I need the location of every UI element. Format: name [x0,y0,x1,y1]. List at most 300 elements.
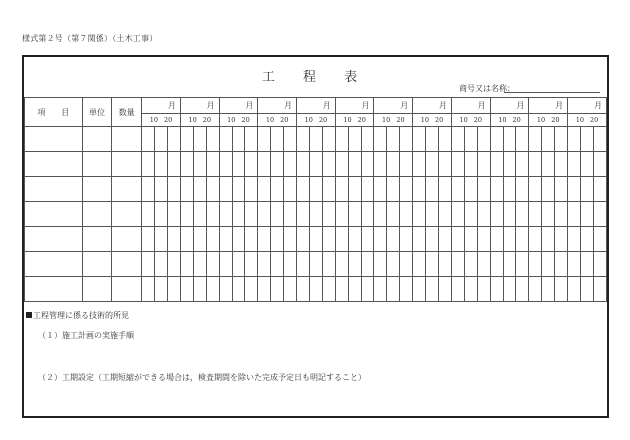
cell-item[interactable] [25,277,83,302]
cell-schedule[interactable] [232,227,245,252]
cell-schedule[interactable] [413,202,426,227]
cell-schedule[interactable] [516,227,529,252]
cell-schedule[interactable] [309,252,322,277]
cell-schedule[interactable] [451,277,464,302]
cell-schedule[interactable] [142,277,155,302]
cell-unit[interactable] [82,202,112,227]
cell-schedule[interactable] [555,252,568,277]
cell-schedule[interactable] [529,227,542,252]
cell-schedule[interactable] [451,202,464,227]
cell-schedule[interactable] [361,277,374,302]
cell-schedule[interactable] [322,177,335,202]
cell-schedule[interactable] [361,202,374,227]
cell-schedule[interactable] [155,202,168,227]
cell-schedule[interactable] [593,227,606,252]
cell-schedule[interactable] [142,152,155,177]
cell-schedule[interactable] [477,127,490,152]
cell-schedule[interactable] [374,127,387,152]
cell-schedule[interactable] [245,177,258,202]
cell-schedule[interactable] [193,277,206,302]
cell-schedule[interactable] [439,177,452,202]
cell-schedule[interactable] [426,202,439,227]
cell-schedule[interactable] [258,177,271,202]
cell-unit[interactable] [82,252,112,277]
cell-schedule[interactable] [180,152,193,177]
cell-unit[interactable] [82,152,112,177]
header-month: 月 [413,98,452,114]
cell-schedule[interactable] [245,252,258,277]
cell-schedule[interactable] [322,277,335,302]
cell-schedule[interactable] [477,177,490,202]
cell-schedule[interactable] [464,252,477,277]
cell-schedule[interactable] [580,152,593,177]
cell-schedule[interactable] [271,127,284,152]
cell-schedule[interactable] [335,177,348,202]
cell-schedule[interactable] [322,152,335,177]
cell-schedule[interactable] [464,177,477,202]
cell-schedule[interactable] [439,277,452,302]
cell-schedule[interactable] [271,177,284,202]
cell-schedule[interactable] [568,277,581,302]
cell-schedule[interactable] [206,127,219,152]
cell-schedule[interactable] [180,127,193,152]
day-10-label: 10 [149,116,159,124]
cell-schedule[interactable] [426,227,439,252]
cell-schedule[interactable] [477,202,490,227]
cell-schedule[interactable] [555,177,568,202]
cell-schedule[interactable] [426,177,439,202]
cell-schedule[interactable] [309,227,322,252]
cell-schedule[interactable] [322,227,335,252]
cell-schedule[interactable] [245,127,258,152]
cell-schedule[interactable] [167,177,180,202]
header-item: 項 目 [25,98,83,127]
cell-item[interactable] [25,177,83,202]
cell-schedule[interactable] [439,127,452,152]
cell-schedule[interactable] [167,152,180,177]
cell-schedule[interactable] [206,152,219,177]
cell-schedule[interactable] [180,252,193,277]
cell-schedule[interactable] [297,202,310,227]
cell-schedule[interactable] [451,127,464,152]
cell-schedule[interactable] [258,127,271,152]
cell-item[interactable] [25,202,83,227]
cell-schedule[interactable] [348,202,361,227]
cell-schedule[interactable] [426,252,439,277]
cell-schedule[interactable] [155,277,168,302]
cell-schedule[interactable] [361,177,374,202]
cell-schedule[interactable] [193,252,206,277]
cell-schedule[interactable] [167,277,180,302]
cell-schedule[interactable] [206,177,219,202]
cell-schedule[interactable] [219,177,232,202]
cell-schedule[interactable] [490,177,503,202]
cell-schedule[interactable] [348,277,361,302]
cell-schedule[interactable] [400,177,413,202]
cell-schedule[interactable] [284,277,297,302]
cell-schedule[interactable] [155,152,168,177]
cell-schedule[interactable] [142,177,155,202]
cell-schedule[interactable] [555,152,568,177]
cell-schedule[interactable] [219,277,232,302]
cell-schedule[interactable] [271,277,284,302]
cell-schedule[interactable] [529,152,542,177]
cell-quantity[interactable] [112,177,142,202]
cell-schedule[interactable] [348,152,361,177]
cell-schedule[interactable] [568,152,581,177]
cell-schedule[interactable] [542,277,555,302]
cell-schedule[interactable] [503,127,516,152]
cell-schedule[interactable] [232,277,245,302]
cell-item[interactable] [25,227,83,252]
cell-schedule[interactable] [219,152,232,177]
cell-schedule[interactable] [258,227,271,252]
cell-schedule[interactable] [335,252,348,277]
cell-schedule[interactable] [167,227,180,252]
cell-schedule[interactable] [206,202,219,227]
cell-schedule[interactable] [593,152,606,177]
cell-schedule[interactable] [542,152,555,177]
cell-schedule[interactable] [542,227,555,252]
cell-quantity[interactable] [112,252,142,277]
cell-schedule[interactable] [490,227,503,252]
cell-schedule[interactable] [529,202,542,227]
cell-schedule[interactable] [219,252,232,277]
cell-schedule[interactable] [309,277,322,302]
cell-schedule[interactable] [555,277,568,302]
cell-schedule[interactable] [155,127,168,152]
cell-schedule[interactable] [555,127,568,152]
cell-schedule[interactable] [142,127,155,152]
cell-schedule[interactable] [413,127,426,152]
cell-schedule[interactable] [155,252,168,277]
cell-schedule[interactable] [348,227,361,252]
cell-schedule[interactable] [542,127,555,152]
cell-schedule[interactable] [335,202,348,227]
cell-schedule[interactable] [529,252,542,277]
day-20-label: 20 [202,116,212,124]
cell-schedule[interactable] [284,227,297,252]
cell-schedule[interactable] [335,152,348,177]
cell-schedule[interactable] [206,252,219,277]
cell-schedule[interactable] [309,177,322,202]
cell-schedule[interactable] [555,227,568,252]
cell-schedule[interactable] [348,177,361,202]
cell-schedule[interactable] [529,177,542,202]
cell-schedule[interactable] [580,277,593,302]
cell-schedule[interactable] [503,277,516,302]
cell-schedule[interactable] [219,227,232,252]
cell-schedule[interactable] [451,227,464,252]
cell-schedule[interactable] [477,252,490,277]
cell-schedule[interactable] [193,152,206,177]
form-identifier: 様式第２号（第７関係）（土木工事） [22,34,158,43]
page-title: 工 程 表 [261,70,370,85]
cell-schedule[interactable] [335,127,348,152]
schedule-table [24,97,607,302]
cell-schedule[interactable] [219,202,232,227]
cell-schedule[interactable] [284,252,297,277]
cell-schedule[interactable] [271,202,284,227]
cell-schedule[interactable] [400,252,413,277]
cell-schedule[interactable] [193,177,206,202]
cell-schedule[interactable] [232,202,245,227]
cell-schedule[interactable] [297,127,310,152]
cell-schedule[interactable] [426,277,439,302]
cell-schedule[interactable] [400,227,413,252]
cell-schedule[interactable] [516,202,529,227]
cell-unit[interactable] [82,177,112,202]
cell-schedule[interactable] [503,202,516,227]
cell-schedule[interactable] [464,227,477,252]
cell-quantity[interactable] [112,227,142,252]
header-month: 月 [451,98,490,114]
cell-unit[interactable] [82,277,112,302]
cell-schedule[interactable] [155,227,168,252]
cell-schedule[interactable] [503,177,516,202]
cell-schedule[interactable] [516,177,529,202]
cell-schedule[interactable] [413,277,426,302]
day-20-label: 20 [551,116,560,124]
cell-schedule[interactable] [413,177,426,202]
cell-schedule[interactable] [464,277,477,302]
cell-schedule[interactable] [439,152,452,177]
cell-unit[interactable] [82,127,112,152]
cell-schedule[interactable] [516,152,529,177]
cell-schedule[interactable] [568,202,581,227]
cell-schedule[interactable] [271,252,284,277]
cell-schedule[interactable] [142,252,155,277]
cell-schedule[interactable] [400,152,413,177]
cell-schedule[interactable] [258,277,271,302]
cell-schedule[interactable] [258,252,271,277]
cell-schedule[interactable] [568,127,581,152]
cell-schedule[interactable] [477,277,490,302]
day-10-label: 10 [382,116,391,124]
cell-schedule[interactable] [297,252,310,277]
cell-schedule[interactable] [529,277,542,302]
cell-schedule[interactable] [335,227,348,252]
header-month: 月 [258,98,297,114]
cell-schedule[interactable] [387,177,400,202]
cell-schedule[interactable] [439,252,452,277]
cell-schedule[interactable] [490,127,503,152]
cell-schedule[interactable] [193,202,206,227]
cell-schedule[interactable] [245,277,258,302]
cell-schedule[interactable] [580,127,593,152]
cell-schedule[interactable] [490,202,503,227]
cell-schedule[interactable] [400,277,413,302]
cell-schedule[interactable] [439,202,452,227]
cell-schedule[interactable] [387,202,400,227]
cell-schedule[interactable] [477,227,490,252]
cell-schedule[interactable] [258,202,271,227]
cell-schedule[interactable] [193,127,206,152]
cell-schedule[interactable] [297,152,310,177]
cell-schedule[interactable] [580,202,593,227]
cell-schedule[interactable] [245,202,258,227]
header-days [180,114,219,127]
cell-schedule[interactable] [167,127,180,152]
cell-schedule[interactable] [374,252,387,277]
cell-schedule[interactable] [180,177,193,202]
cell-schedule[interactable] [593,177,606,202]
cell-schedule[interactable] [348,252,361,277]
cell-schedule[interactable] [426,152,439,177]
cell-schedule[interactable] [284,202,297,227]
cell-schedule[interactable] [142,227,155,252]
cell-schedule[interactable] [387,152,400,177]
cell-schedule[interactable] [322,127,335,152]
cell-schedule[interactable] [593,127,606,152]
cell-schedule[interactable] [593,202,606,227]
cell-schedule[interactable] [413,152,426,177]
cell-schedule[interactable] [232,152,245,177]
cell-schedule[interactable] [503,252,516,277]
company-name-field[interactable] [504,92,600,93]
header-month: 月 [529,98,568,114]
cell-schedule[interactable] [348,127,361,152]
cell-schedule[interactable] [593,252,606,277]
cell-schedule[interactable] [593,277,606,302]
cell-schedule[interactable] [374,152,387,177]
cell-schedule[interactable] [477,152,490,177]
cell-schedule[interactable] [568,227,581,252]
header-days [490,114,529,127]
cell-schedule[interactable] [580,177,593,202]
cell-schedule[interactable] [322,252,335,277]
company-name-label: 商号又は名称： [459,84,515,93]
cell-schedule[interactable] [451,177,464,202]
cell-quantity[interactable] [112,202,142,227]
header-month: 月 [297,98,336,114]
cell-schedule[interactable] [193,227,206,252]
cell-schedule[interactable] [361,127,374,152]
day-20-label: 20 [396,116,405,124]
cell-schedule[interactable] [180,202,193,227]
cell-item[interactable] [25,252,83,277]
cell-schedule[interactable] [297,177,310,202]
cell-schedule[interactable] [142,202,155,227]
header-month: 月 [490,98,529,114]
cell-schedule[interactable] [387,127,400,152]
cell-schedule[interactable] [503,227,516,252]
header-days [568,114,607,127]
cell-schedule[interactable] [297,277,310,302]
cell-schedule[interactable] [271,152,284,177]
cell-quantity[interactable] [112,152,142,177]
cell-schedule[interactable] [580,227,593,252]
cell-schedule[interactable] [284,177,297,202]
cell-schedule[interactable] [490,252,503,277]
cell-schedule[interactable] [309,127,322,152]
cell-schedule[interactable] [490,152,503,177]
cell-schedule[interactable] [271,227,284,252]
cell-schedule[interactable] [426,127,439,152]
cell-schedule[interactable] [245,152,258,177]
cell-schedule[interactable] [503,152,516,177]
cell-schedule[interactable] [284,152,297,177]
cell-schedule[interactable] [180,227,193,252]
cell-schedule[interactable] [374,202,387,227]
cell-schedule[interactable] [516,252,529,277]
day-20-label: 20 [590,116,599,124]
cell-schedule[interactable] [439,227,452,252]
day-10-label: 10 [188,116,197,124]
cell-schedule[interactable] [490,277,503,302]
cell-schedule[interactable] [361,152,374,177]
cell-schedule[interactable] [167,202,180,227]
cell-schedule[interactable] [542,177,555,202]
cell-schedule[interactable] [155,177,168,202]
cell-schedule[interactable] [180,277,193,302]
cell-schedule[interactable] [335,277,348,302]
cell-schedule[interactable] [167,252,180,277]
cell-schedule[interactable] [374,177,387,202]
table-row [25,252,607,277]
cell-schedule[interactable] [387,227,400,252]
cell-schedule[interactable] [464,127,477,152]
header-days [258,114,297,127]
cell-schedule[interactable] [297,227,310,252]
cell-schedule[interactable] [232,177,245,202]
cell-schedule[interactable] [232,252,245,277]
cell-schedule[interactable] [555,202,568,227]
cell-schedule[interactable] [529,127,542,152]
header-days [529,114,568,127]
header-month: 月 [142,98,181,114]
cell-schedule[interactable] [219,127,232,152]
cell-schedule[interactable] [245,227,258,252]
cell-schedule[interactable] [374,227,387,252]
cell-schedule[interactable] [206,277,219,302]
cell-schedule[interactable] [464,202,477,227]
cell-schedule[interactable] [374,277,387,302]
cell-schedule[interactable] [413,227,426,252]
cell-schedule[interactable] [451,152,464,177]
cell-schedule[interactable] [580,252,593,277]
cell-schedule[interactable] [284,127,297,152]
cell-schedule[interactable] [413,252,426,277]
cell-schedule[interactable] [516,277,529,302]
cell-schedule[interactable] [206,227,219,252]
cell-schedule[interactable] [361,252,374,277]
cell-schedule[interactable] [400,127,413,152]
cell-schedule[interactable] [542,202,555,227]
cell-schedule[interactable] [258,152,271,177]
cell-item[interactable] [25,152,83,177]
cell-schedule[interactable] [309,202,322,227]
cell-unit[interactable] [82,227,112,252]
cell-quantity[interactable] [112,127,142,152]
cell-schedule[interactable] [400,202,413,227]
cell-schedule[interactable] [568,177,581,202]
cell-schedule[interactable] [542,252,555,277]
header-days [142,114,181,127]
cell-item[interactable] [25,127,83,152]
cell-schedule[interactable] [451,252,464,277]
cell-schedule[interactable] [361,227,374,252]
cell-schedule[interactable] [232,127,245,152]
cell-quantity[interactable] [112,277,142,302]
cell-schedule[interactable] [322,202,335,227]
cell-schedule[interactable] [387,277,400,302]
cell-schedule[interactable] [516,127,529,152]
cell-schedule[interactable] [464,152,477,177]
cell-schedule[interactable] [387,252,400,277]
cell-schedule[interactable] [568,252,581,277]
cell-schedule[interactable] [309,152,322,177]
